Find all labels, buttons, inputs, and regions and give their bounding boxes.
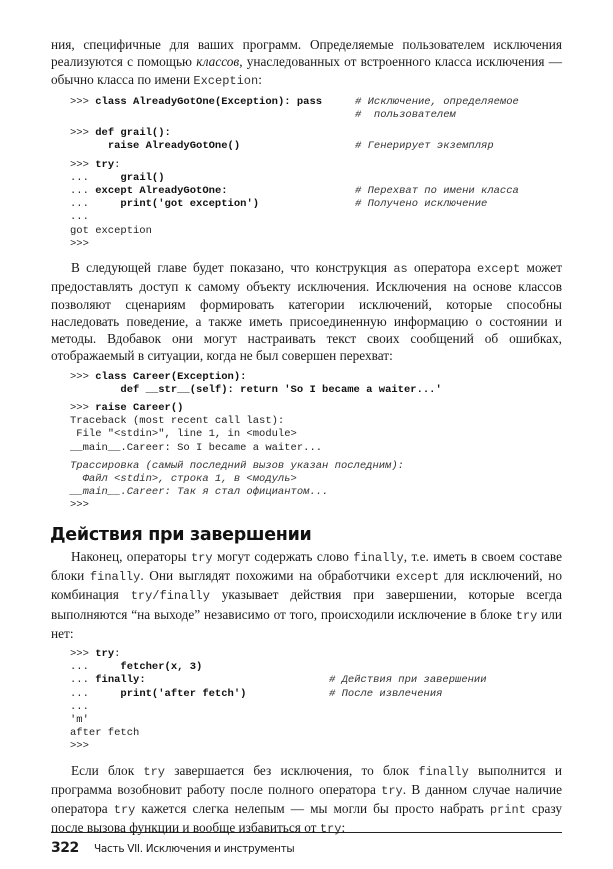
code-input: class Career(Exception): xyxy=(95,370,247,383)
code-line xyxy=(70,714,562,727)
code-line xyxy=(70,740,562,753)
code-input: except AlreadyGotOne: xyxy=(95,185,228,198)
text-run: . В данном случае наличие оператора xyxy=(51,781,562,817)
code-input: fetcher(x, 3) xyxy=(120,661,203,674)
text-run: Если блок xyxy=(71,762,144,778)
code-line xyxy=(70,701,562,714)
code-line xyxy=(70,172,562,185)
page-footer xyxy=(51,832,562,857)
text-run: может предоставлять доступ к самому объекту исключения. Исключения на основе классов позволяют сценариям формировать категории исключений, которые способны наследовать поведение, а также иметь присоединенную информацию о состоянии и методы. Вдобавок они могут настраивать текст своих сообщений об ошибках, отображаемый в ситуации, когда не был совершен перехват: xyxy=(51,259,563,364)
inline-code: except xyxy=(477,261,521,276)
code-line xyxy=(70,688,562,701)
emphasis-text: классов xyxy=(196,54,240,70)
code-output: Файл <stdin>, строка 1, в <модуль> xyxy=(70,473,297,486)
inline-code: finally xyxy=(418,764,469,779)
code-output: >>> xyxy=(70,740,89,753)
code-line xyxy=(70,371,562,384)
code-output xyxy=(70,384,120,396)
inline-code: Exception xyxy=(193,73,259,88)
code-output: ... xyxy=(70,198,121,211)
inline-code: try xyxy=(319,822,342,837)
code-output: ... xyxy=(70,687,121,700)
code-line xyxy=(70,211,562,224)
code-output: ... xyxy=(70,700,89,713)
text-run: оператора xyxy=(407,259,478,275)
page-number: 322 xyxy=(51,840,79,856)
code-line xyxy=(70,96,562,109)
paragraph-intro xyxy=(51,36,562,90)
code-output: __main__.Career: Так я стал официантом... xyxy=(70,486,329,499)
inline-code: as xyxy=(393,261,408,276)
code-output: >>> xyxy=(70,370,96,383)
text-run: кажется слегка нелепым — мы могли бы просто набрать xyxy=(135,801,490,817)
code-output: 'm' xyxy=(70,714,89,727)
code-input: def grail(): xyxy=(95,127,171,140)
code-input: raise AlreadyGotOne() xyxy=(107,140,241,153)
code-input: print('got exception') xyxy=(120,198,260,211)
code-output xyxy=(70,140,108,152)
inline-code: try xyxy=(190,550,213,565)
code-line xyxy=(70,648,562,661)
inline-code: finally xyxy=(89,569,141,584)
inline-code: print xyxy=(489,803,526,818)
code-output: __main__.Career: So I became a waiter... xyxy=(70,441,323,454)
running-title: Часть VII. Исключения и инструменты xyxy=(94,843,295,855)
code-example-career xyxy=(70,371,562,513)
code-line xyxy=(70,674,562,687)
code-output: >>> xyxy=(70,237,89,250)
code-line xyxy=(70,460,562,473)
code-output: ... xyxy=(70,661,121,674)
text-run: могут содержать слово xyxy=(212,548,354,564)
text-run: В следующей главе будет показано, что конструкция xyxy=(71,259,394,275)
code-line xyxy=(70,442,562,455)
text-run: или нет: xyxy=(51,606,562,641)
inline-code: try xyxy=(381,783,403,798)
code-line xyxy=(70,185,562,198)
code-output: : xyxy=(114,158,121,171)
code-line xyxy=(70,384,562,397)
code-output: ... xyxy=(70,211,89,224)
inline-code: try xyxy=(515,608,538,623)
code-output: ... xyxy=(70,674,96,687)
code-line xyxy=(70,486,562,499)
code-output: >>> xyxy=(70,648,96,661)
code-line xyxy=(70,661,562,674)
text-run: сразу после вызова функции и вообще избавиться от xyxy=(51,801,562,836)
code-example-finally xyxy=(70,648,562,754)
code-input: def __str__(self): return 'So I became a waiter...' xyxy=(120,383,442,396)
code-input: class AlreadyGotOne(Exception): pass xyxy=(95,95,323,108)
code-line xyxy=(70,428,562,441)
code-input: grail() xyxy=(120,171,165,184)
text-run: ния, специфичные для ваших программ. Определяемые пользователем исключения реализуются с помощью xyxy=(51,37,562,70)
inline-code: finally xyxy=(353,550,404,565)
code-output: File "<stdin>", line 1, in <module> xyxy=(70,428,297,441)
paragraph-exception-classes xyxy=(51,259,562,365)
code-line xyxy=(70,159,562,172)
code-line xyxy=(70,415,562,428)
text-run: указывает действия при завершении, которые всегда выполняются “на выходе” независимо от того, происходили исключение в блоке xyxy=(51,587,562,622)
code-output: >>> xyxy=(70,499,89,512)
code-input: print('after fetch') xyxy=(120,687,247,700)
text-run: , т.е. иметь в своем составе блоки xyxy=(51,548,562,583)
code-output: after fetch xyxy=(70,727,140,740)
code-line xyxy=(70,109,562,122)
text-run: : xyxy=(341,820,346,836)
paragraph-finally-intro xyxy=(51,548,562,642)
code-input: raise Career() xyxy=(95,402,184,415)
text-run: . Они выглядят похожими на обработчики xyxy=(140,567,396,583)
code-line xyxy=(70,140,562,153)
inline-code: except xyxy=(395,569,440,584)
code-line xyxy=(70,127,562,140)
code-output: Traceback (most recent call last): xyxy=(70,415,285,428)
text-run: выполнится и программа возобновит работу после полного оператора xyxy=(51,762,562,797)
text-run: , унаследованных от встроенного класса исключения — обычно класса по имени xyxy=(51,54,562,87)
code-input: finally: xyxy=(95,674,146,687)
code-output: got exception xyxy=(70,224,152,237)
code-output: >>> xyxy=(70,127,96,140)
code-line xyxy=(70,225,562,238)
text-run: : xyxy=(258,71,262,87)
inline-code: try xyxy=(113,803,136,818)
code-output: ... xyxy=(70,171,121,184)
code-input: try xyxy=(95,158,115,171)
code-output: ... xyxy=(70,185,96,198)
code-line xyxy=(70,473,562,486)
text-run: завершается без исключения, то блок xyxy=(164,762,419,778)
code-output: Трассировка (самый последний вызов указан последним): xyxy=(70,459,404,472)
code-line xyxy=(70,238,562,251)
text-run: для исключений, но комбинация xyxy=(51,567,562,603)
text-run: Наконец, операторы xyxy=(71,548,191,564)
code-comment: # Генерирует экземпляр xyxy=(355,140,494,153)
code-comment: # Действия при завершении xyxy=(329,674,487,687)
paragraph-finally-explanation xyxy=(51,762,562,839)
code-output: >>> xyxy=(70,158,96,171)
inline-code: try/finally xyxy=(130,589,210,604)
code-line xyxy=(70,402,562,415)
code-input: try xyxy=(95,648,115,661)
code-output: : xyxy=(114,648,121,661)
code-comment: # Исключение, определяемое xyxy=(355,95,519,108)
code-line xyxy=(70,727,562,740)
code-comment: # Получено исключение xyxy=(355,198,488,211)
code-example-already-got-one xyxy=(70,96,562,251)
inline-code: try xyxy=(143,764,165,779)
code-comment: # пользователем xyxy=(355,109,456,122)
code-comment: # После извлечения xyxy=(329,687,443,700)
code-output: >>> xyxy=(70,95,96,108)
code-line xyxy=(70,499,562,512)
code-comment: # Перехват по имени класса xyxy=(355,185,519,198)
section-heading: Действия при завершении xyxy=(50,524,312,545)
code-output: >>> xyxy=(70,402,96,415)
code-line xyxy=(70,198,562,211)
book-page xyxy=(51,36,562,839)
